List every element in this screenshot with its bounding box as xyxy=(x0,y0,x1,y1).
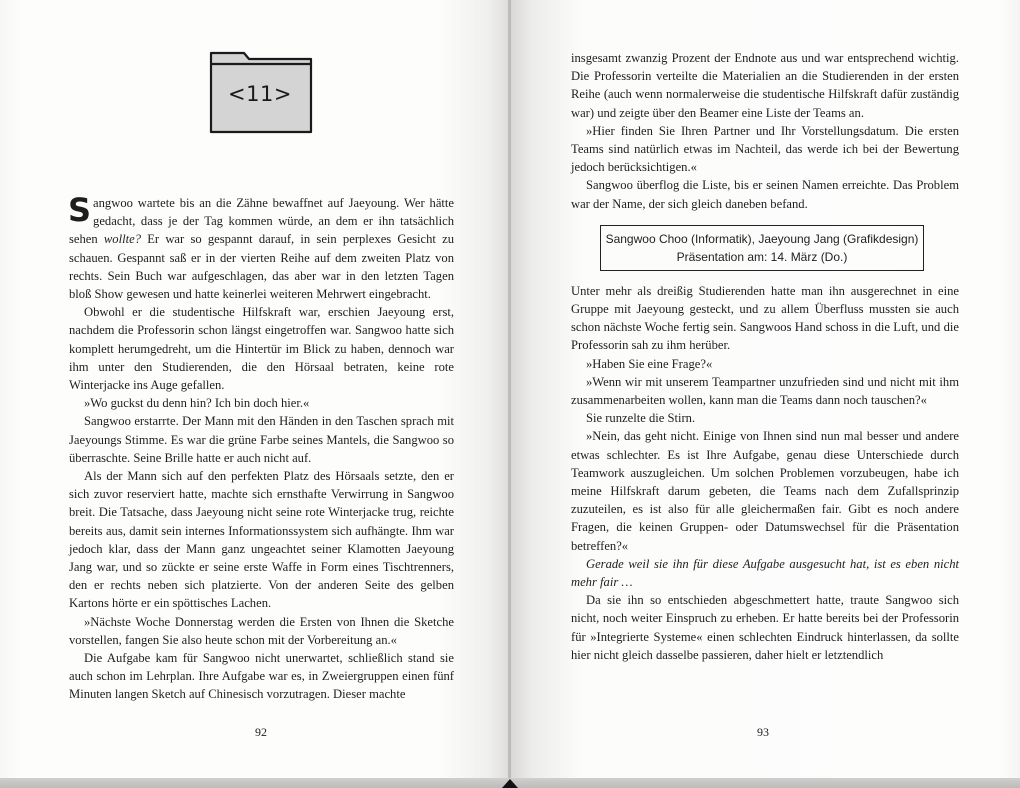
opening-text-end: Er war so gespannt darauf, in sein perplexes Gesicht zu schauen. Gespannt saß er in der vierten Reihe auf dem zweiten Platz von rechts. Sein Buch war aufgeschlagen, das aber war in den letzten Tagen bloß Show gewesen und hatte keinerlei weiteren Mehrwert eingebracht. xyxy=(69,232,454,302)
paragraph: Sie runzelte die Stirn. xyxy=(586,411,696,426)
page-number-left: 92 xyxy=(255,725,267,739)
paragraph: »Nein, das geht nicht. Einige von Ihnen sind nun mal besser und andere etwas schlechter. Es ist Ihre Aufgabe, genau diese Unterschiede durch Teamwork auszugleichen. Um solchen Problemen vorzubeugen, habe ich meine Hilfskraft darum gebeten, die Teams nach dem Zufallsprinzip zuzuteilen, es ist also für alle gleichermaßen fair. Gibt es noch andere Fragen, die keinen Gruppen- oder Datumswechsel für die Präsentation betreffen?« xyxy=(571,429,959,553)
bookmark-ribbon xyxy=(502,779,518,788)
team-list-box xyxy=(600,225,924,271)
paragraph: Sangwoo überflog die Liste, bis er seinen Namen erreichte. Das Problem war der Name, der sich gleich daneben befand. xyxy=(571,178,959,211)
paragraph: »Hier finden Sie Ihren Partner und Ihr Vorstellungsdatum. Die ersten Teams sind natürlich etwas im Nachteil, das werde ich bei der Bewertung jedoch berücksichtigen.« xyxy=(571,123,959,175)
left-page-text xyxy=(68,191,454,704)
italic-thought-paragraph: Gerade weil sie ihn für diese Aufgabe ausgesucht hat, ist es eben nicht mehr fair … xyxy=(571,556,959,590)
right-page xyxy=(511,0,1020,778)
page-number-right: 93 xyxy=(757,725,769,739)
drop-cap: S xyxy=(68,191,92,229)
paragraph: »Nächste Woche Donnerstag werden die Ersten von Ihnen die Sketche vorstellen, fangen Sie also heute schon mit der Vorbereitung an.« xyxy=(69,614,454,647)
team-list-date: Präsentation am: 14. März (Do.) xyxy=(676,249,848,264)
paragraph: »Wenn wir mit unserem Teampartner unzufrieden sind und nicht mit ihm zusammenarbeiten wollen, kann man die Teams dann noch tauschen?« xyxy=(571,374,959,408)
right-page-text xyxy=(571,49,959,664)
paragraph: Als der Mann sich auf den perfekten Platz des Hörsaals setzte, den er sich zuvor reserviert hatte, machte sich ernsthafte Verwirrung in Sangwoo breit. Die Tatsache, dass Jaeyoung nicht seine rote Winterjacke trug, reichte bereits aus, damit sein internes Informationssystem sich aufhängte. Ihm war jedoch klar, dass der Mann ganz ungeachtet seiner Klamotten Jaeyoung Jang war, und so zückte er seine erste Waffe in Form eines Tischtrenners, den er rechts neben sich platzierte. Von der anderen Seite des gelben Kartons hörte er ein spöttisches Lachen. xyxy=(69,469,454,611)
opening-italic: wollte? xyxy=(103,232,141,247)
paragraph: »Wo guckst du denn hin? Ich bin doch hier.« xyxy=(84,396,310,411)
paragraph: Da sie ihn so entschieden abgeschmettert hatte, traute Sangwoo sich nicht, noch weiter Einspruch zu erheben. Er hatte bereits bei der Professorin für »Integrierte Systeme« einen schlechten Eindruck hinterlassen, da sollte hier nicht gleich dasselbe passieren, daher hielt er letztendlich xyxy=(571,593,959,662)
paragraph: Unter mehr als dreißig Studierenden hatte man ihn ausgerechnet in eine Gruppe mit Jaeyoung gesteckt, und zu allem Überfluss mussten sie auch schon nächste Woche fertig sein. Sangwoos Hand schoss in die Luft, und die Professorin sah zu ihm herüber. xyxy=(571,283,959,353)
paragraph: »Haben Sie eine Frage?« xyxy=(586,356,713,371)
opening-text: angwoo wartete bis an die Zähne bewaffnet auf Jaeyoung. Wer hätte gedacht, dass je der Tag kommen würde, an dem er ihn tatsächlich sehen xyxy=(69,196,454,247)
paragraph: Sangwoo erstarrte. Der Mann mit den Händen in den Taschen sprach mit Jaeyoungs Stimme. Es war die grüne Farbe seines Mantels, die Sangwoo so überraschte. Seine Brille hatte er auch nicht auf. xyxy=(69,414,454,465)
paragraph: Die Aufgabe kam für Sangwoo nicht unerwartet, schließlich stand sie auch schon im Lehrplan. Ihre Aufgabe war es, in Zweiergruppen einen fünf Minuten langen Sketch auf Chinesisch vorzutragen. Dieser machte xyxy=(69,651,454,702)
chapter-folder-icon xyxy=(208,50,314,134)
continuation-paragraph: insgesamt zwanzig Prozent der Endnote aus und war entsprechend wichtig. Die Professorin verteilte die Materialien an die Studierenden in der ersten Reihe (auch wenn normalerweise die studentische Hilfskraft dafür zuständig war) und zeigte über den Beamer eine Liste der Teams an. xyxy=(571,51,959,120)
paragraph: Obwohl er die studentische Hilfskraft war, erschien Jaeyoung erst, nachdem die Professorin schon längst eingetroffen war. Sangwoo hatte sich komplett herumgedreht, um die Hintertür im Blick zu haben, dennoch war ihm unter den Studierenden, die den Hörsaal betraten, keine rote Winterjacke ins Auge gefallen. xyxy=(69,305,454,393)
team-list-names: Sangwoo Choo (Informatik), Jaeyoung Jang (Grafikdesign) xyxy=(605,231,919,246)
opening-paragraph xyxy=(68,191,454,303)
left-page xyxy=(0,0,509,778)
chapter-number: <11> xyxy=(228,82,292,106)
